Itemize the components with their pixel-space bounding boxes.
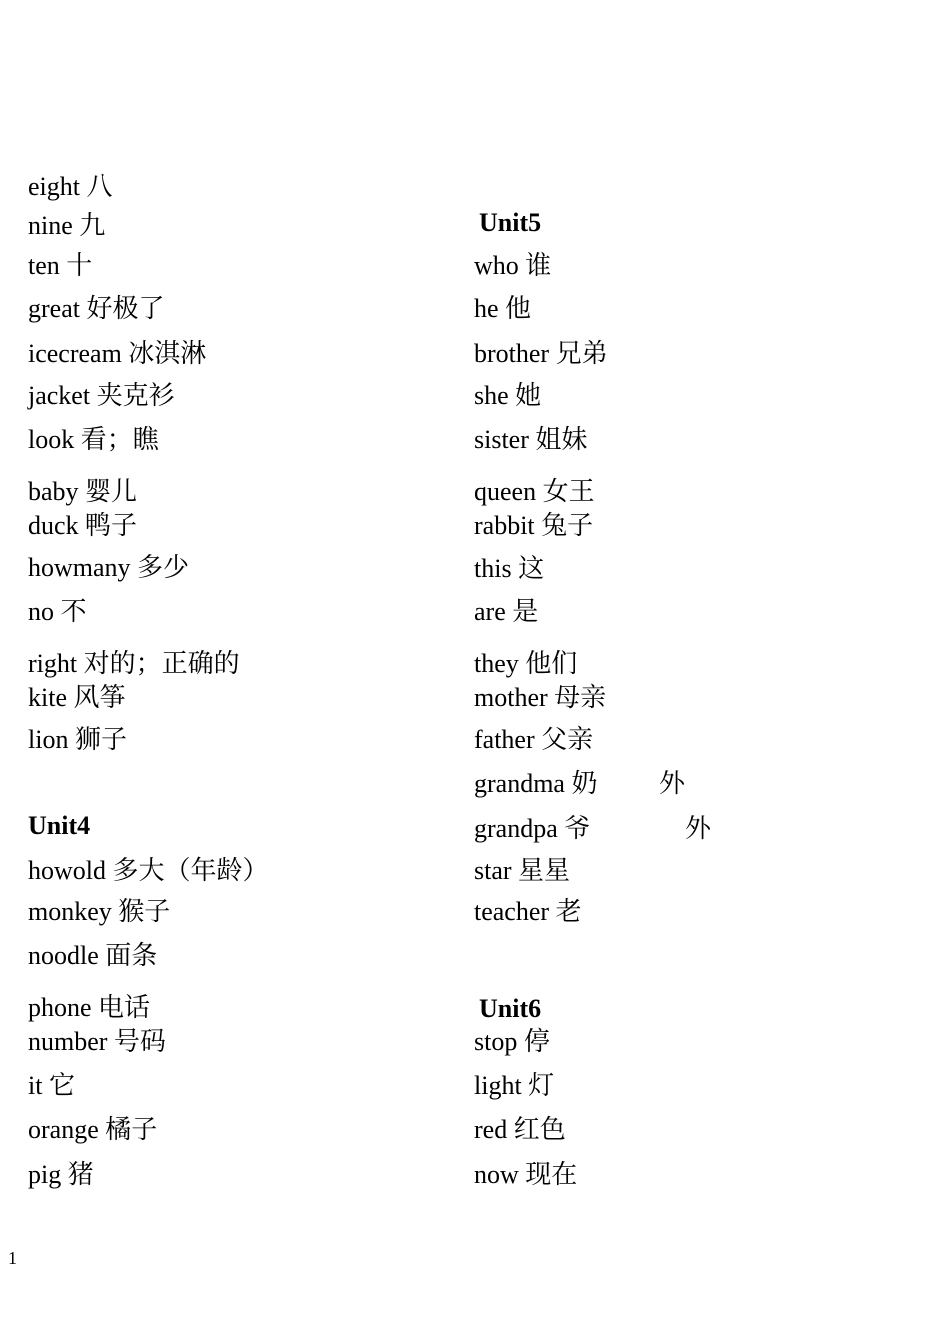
unit5-heading: Unit5 bbox=[479, 208, 542, 237]
word-queen: queen 女王 bbox=[474, 477, 595, 506]
word-red: red 红色 bbox=[474, 1115, 566, 1144]
word-orange: orange 橘子 bbox=[28, 1115, 158, 1144]
word-grandma-alt: 外 bbox=[659, 769, 686, 798]
word-grandma-alt-clip bbox=[659, 769, 699, 806]
word-mother: mother 母亲 bbox=[474, 683, 607, 712]
word-grandma: grandma 奶 bbox=[474, 769, 598, 798]
word-lion: lion 狮子 bbox=[28, 725, 127, 754]
word-monkey: monkey 猴子 bbox=[28, 897, 171, 926]
word-sister: sister 姐妹 bbox=[474, 425, 588, 454]
unit4-heading: Unit4 bbox=[28, 811, 91, 840]
word-howmany: howmany 多少 bbox=[28, 553, 190, 582]
word-father: father 父亲 bbox=[474, 725, 594, 754]
word-ten: ten 十 bbox=[28, 251, 93, 280]
word-teacher: teacher 老 bbox=[474, 897, 582, 926]
word-pig: pig 猪 bbox=[28, 1160, 94, 1189]
word-baby: baby 婴儿 bbox=[28, 477, 138, 506]
word-great: great 好极了 bbox=[28, 294, 165, 323]
word-now: now 现在 bbox=[474, 1160, 578, 1189]
word-duck: duck 鸭子 bbox=[28, 511, 138, 540]
word-noodle: noodle 面条 bbox=[28, 941, 158, 970]
word-grandpa-clip bbox=[474, 814, 634, 851]
word-grandma-clip bbox=[474, 769, 634, 806]
word-he: he 他 bbox=[474, 294, 532, 323]
page-number: 1 bbox=[8, 1248, 17, 1268]
word-grandpa-alt: 外 bbox=[685, 814, 712, 843]
word-right: right 对的；正确的 bbox=[28, 649, 240, 678]
word-brother: brother 兄弟 bbox=[474, 339, 608, 368]
word-light: light 灯 bbox=[474, 1071, 555, 1100]
unit6-heading: Unit6 bbox=[479, 994, 542, 1023]
word-howold: howold 多大（年龄） bbox=[28, 856, 269, 885]
word-jacket: jacket 夹克衫 bbox=[28, 381, 175, 410]
word-stop: stop 停 bbox=[474, 1027, 550, 1056]
word-star: star 星星 bbox=[474, 856, 571, 885]
word-eight: eight 八 bbox=[28, 172, 113, 201]
word-she: she 她 bbox=[474, 381, 542, 410]
word-grandpa: grandpa 爷 bbox=[474, 814, 591, 843]
word-they: they 他们 bbox=[474, 649, 578, 678]
word-are: are 是 bbox=[474, 597, 539, 626]
word-this: this 这 bbox=[474, 554, 545, 583]
word-grandpa-alt-clip bbox=[685, 814, 725, 851]
word-number: number 号码 bbox=[28, 1027, 166, 1056]
word-who: who 谁 bbox=[474, 251, 552, 280]
word-kite: kite 风筝 bbox=[28, 683, 126, 712]
word-it: it 它 bbox=[28, 1071, 75, 1100]
word-nine: nine 九 bbox=[28, 211, 106, 240]
word-look: look 看；瞧 bbox=[28, 425, 159, 454]
word-no: no 不 bbox=[28, 597, 87, 626]
word-icecream: icecream 冰淇淋 bbox=[28, 339, 207, 368]
word-phone: phone 电话 bbox=[28, 993, 151, 1022]
word-rabbit: rabbit 兔子 bbox=[474, 511, 594, 540]
